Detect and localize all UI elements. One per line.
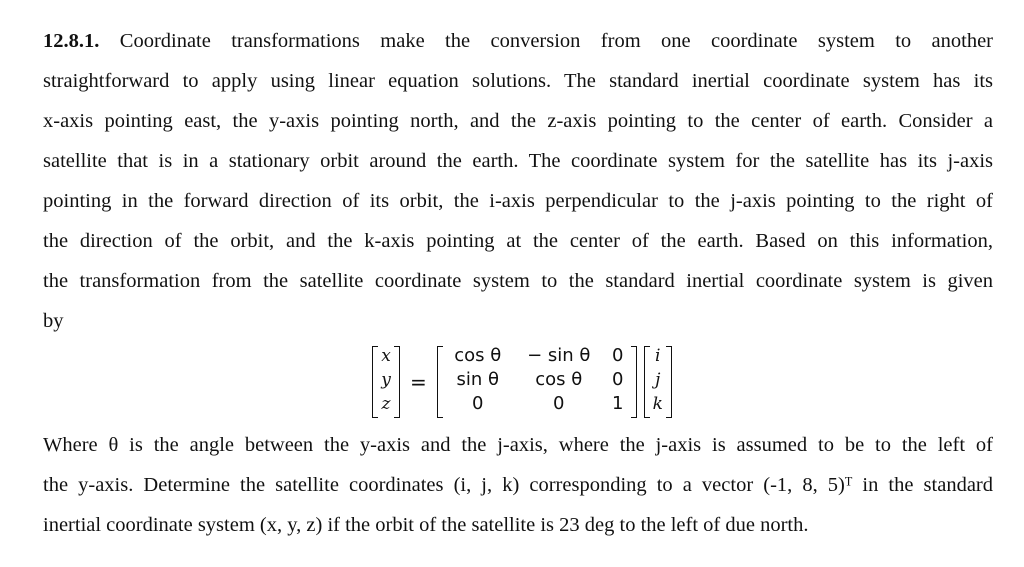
matrix-cell-3-1: 0 — [472, 393, 484, 414]
rhs-vector — [644, 344, 672, 420]
text-line-2: straightforward to apply using linear equation solutions. The standard inertial coordinate system has its — [43, 70, 993, 92]
question-line-1: Where θ is the angle between the y-axis and the j-axis, where the j-axis is assumed to be to the left of — [43, 434, 993, 456]
question-line-3: inertial coordinate system (x, y, z) if the orbit of the satellite is 23 deg to the left of due north. — [43, 514, 809, 536]
rhs-i: i — [655, 346, 661, 366]
lhs-z: z — [381, 394, 391, 414]
question-line-2: the y-axis. Determine the satellite coordinates (i, j, k) corresponding to a vector (-1, 8, 5)ᵀ in the standard — [43, 474, 993, 496]
matrix-cell-2-2: cos θ — [535, 369, 583, 390]
problem-statement — [43, 21, 993, 341]
equals-sign: = — [410, 370, 427, 394]
problem-question — [43, 425, 993, 545]
matrix-cell-1-2: − sin θ — [527, 345, 591, 366]
rhs-k: k — [652, 394, 663, 414]
matrix-cell-1-1: cos θ — [454, 345, 502, 366]
lhs-vector — [372, 344, 400, 420]
lhs-y: y — [381, 370, 391, 390]
matrix-cell-2-1: sin θ — [456, 369, 500, 390]
rotation-matrix — [437, 344, 637, 420]
rhs-j: j — [655, 370, 661, 390]
text-line-4: satellite that is in a stationary orbit around the earth. The coordinate system for the satellite has its j-axis — [43, 150, 993, 172]
problem-number: 12.8.1. — [43, 30, 100, 52]
text-line-5: pointing in the forward direction of its orbit, the i-axis perpendicular to the j-axis pointing to the right of — [43, 190, 993, 212]
lhs-x: x — [381, 346, 391, 366]
matrix-cell-3-2: 0 — [553, 393, 565, 414]
matrix-cell-1-3: 0 — [612, 345, 624, 366]
text-line-3: x-axis pointing east, the y-axis pointing north, and the z-axis pointing to the center of earth. Consider a — [43, 110, 993, 132]
matrix-cell-2-3: 0 — [612, 369, 624, 390]
text-line-1: 12.8.1. Coordinate transformations make the conversion from one coordinate system to another — [43, 30, 994, 52]
transformation-equation — [372, 344, 672, 420]
text-line-6: the direction of the orbit, and the k-axis pointing at the center of the earth. Based on this information, — [43, 230, 993, 252]
text-line-7: the transformation from the satellite coordinate system to the standard inertial coordinate system is given — [43, 270, 993, 292]
text-line-8: by — [43, 310, 64, 332]
matrix-cell-3-3: 1 — [612, 393, 624, 414]
